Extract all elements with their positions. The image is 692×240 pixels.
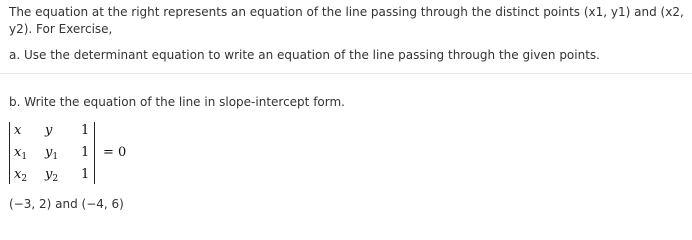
determinant-right-bar (94, 122, 95, 184)
section-divider (0, 73, 692, 74)
determinant-cell-r1c1: x (14, 123, 22, 138)
determinant-equals-zero: = 0 (103, 145, 127, 160)
determinant-cell-r3c3: 1 (81, 167, 90, 182)
determinant-equation (7, 120, 157, 186)
determinant-cell-r2c1: $x_1$ (14, 145, 28, 162)
given-points: (−3, 2) and (−4, 6) (9, 197, 124, 211)
determinant-cell-r1c2: y (45, 123, 53, 138)
part-a-instruction: a. Use the determinant equation to write an equation of the line passing through the given points. (9, 48, 600, 62)
determinant-cell-r3c2: $y_2$ (45, 167, 59, 184)
question-intro: The equation at the right represents an equation of the line passing through the distinct points (x1, y1) and (x2, y2). For Exercise, (9, 5, 684, 36)
determinant-cell-r2c3: 1 (81, 145, 90, 160)
determinant-cell-r3c1: $x_2$ (14, 167, 28, 184)
determinant-cell-r2c2: $y_1$ (45, 145, 59, 162)
determinant-cell-r1c3: 1 (81, 123, 90, 138)
part-b-instruction: b. Write the equation of the line in slope-intercept form. (9, 95, 345, 109)
determinant-left-bar (9, 122, 10, 184)
